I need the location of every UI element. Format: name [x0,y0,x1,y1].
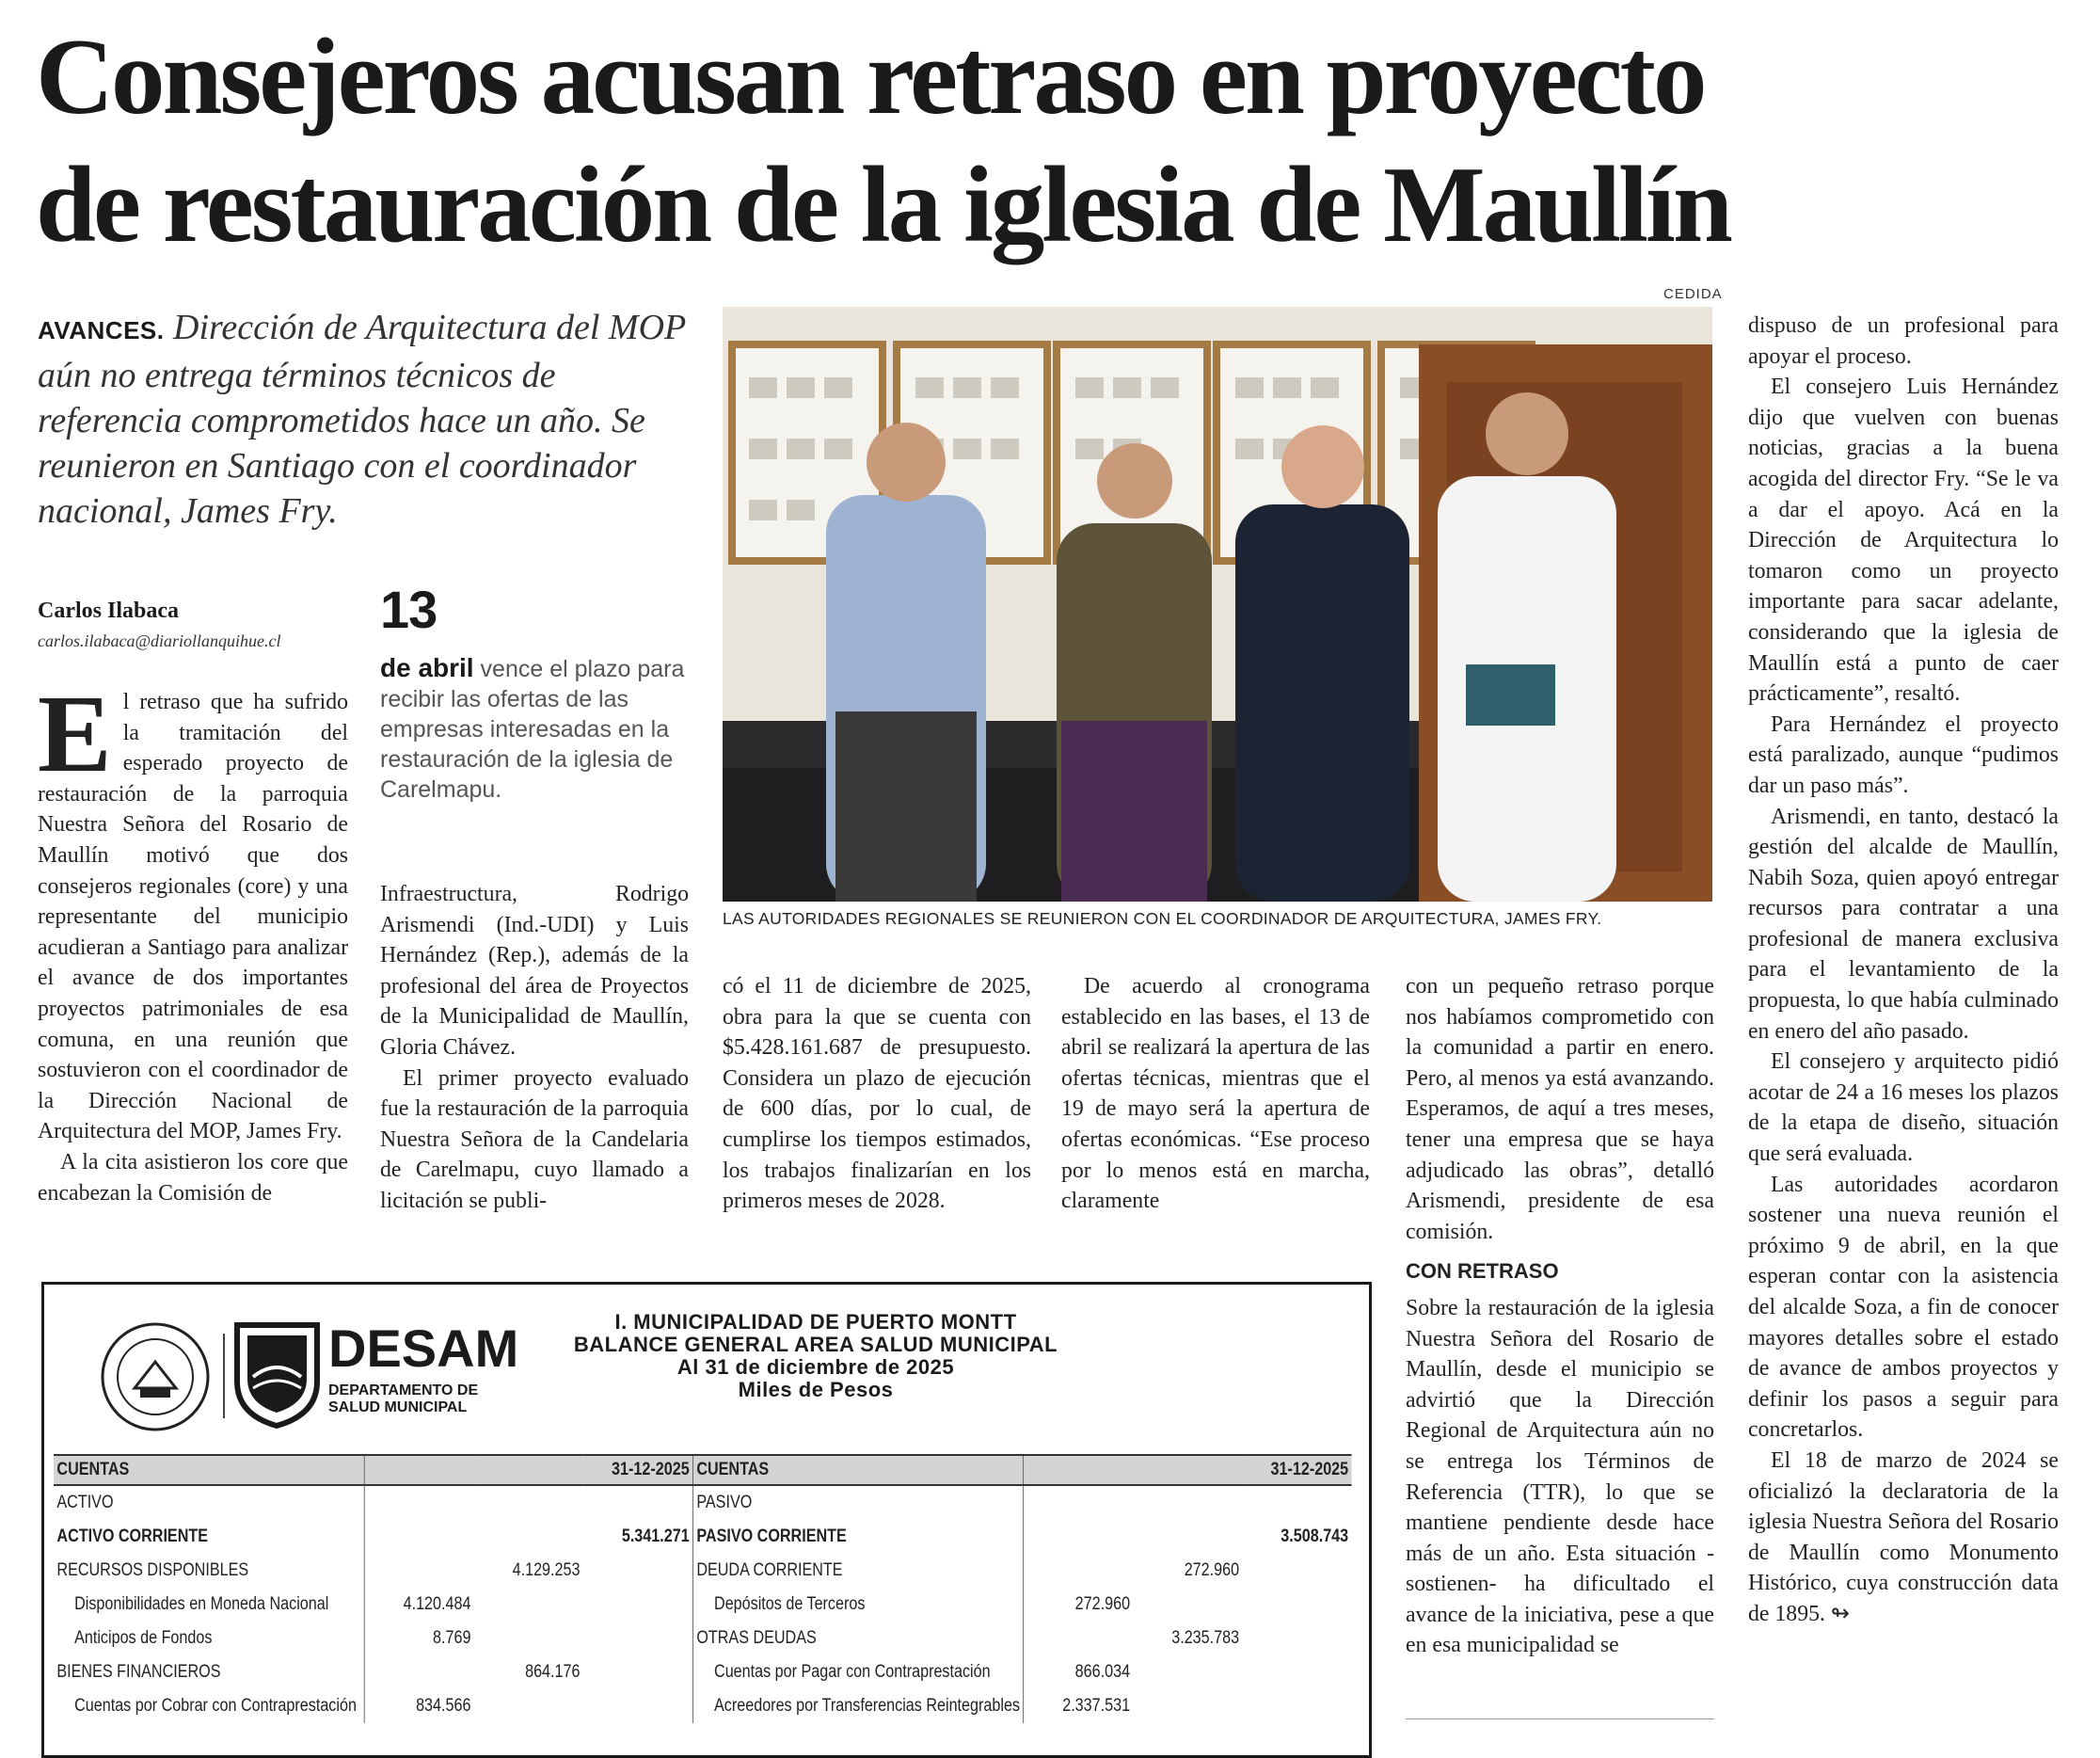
balance-row [54,1588,1352,1622]
highlight-bold: de abril [380,653,474,682]
balance-cell-right-a [1024,1622,1134,1655]
author-name: Carlos Ilabaca [38,599,179,623]
balance-cell-right-b [1133,1520,1242,1554]
column-3 [723,971,1031,1217]
balance-cell-left-c [583,1554,693,1588]
balance-row [54,1485,1352,1520]
balance-cell-left-a [364,1655,474,1689]
balance-cell-left-b: 4.129.253 [512,1560,581,1580]
balance-cell-right-b [1133,1588,1242,1622]
balance-cell-label-left: Disponibilidades en Moneda Nacional [54,1588,364,1622]
balance-cell-label-left: Cuentas por Cobrar con Contraprestación [54,1689,364,1723]
balance-cell-label-left: RECURSOS DISPONIBLES [54,1554,364,1588]
balance-cell-label-left: BIENES FINANCIEROS [54,1655,364,1689]
column-5-paragraph-1: con un pequeño retraso porque nos habíamos comprometido con la comunidad a partir en enero. Pero, al menos ya está avanzando. Esperamos, de aquí a tres meses, tener una empresa que se haya adjudicado las obras”, detalló Arismendi, presidente de esa comisión. [1406,974,1714,1244]
balance-title-line-3: Al 31 de diciembre de 2025 [676,1355,955,1379]
balance-cell-left-b: 864.176 [525,1662,581,1682]
balance-cell-right-c [1242,1588,1351,1622]
balance-cell-right-c [1242,1655,1351,1689]
column-4 [1061,971,1370,1217]
headline-line-2: de restauración de la iglesia de Maullín [36,145,1730,264]
balance-cell-right-c: 3.508.743 [1281,1526,1349,1546]
balance-cell-right-b [1133,1485,1242,1520]
balance-cell-label-right: Cuentas por Pagar con Contraprestación [693,1655,1024,1689]
photo-credit: CEDIDA [1663,286,1723,302]
balance-cell-right-a: 866.034 [1074,1662,1131,1682]
balance-cell-label-right: PASIVO [693,1485,1024,1520]
balance-cell-left-a [364,1485,474,1520]
balance-row [54,1655,1352,1689]
column-2-paragraph-1: Infraestructura, Rodrigo Arismendi (Ind.-UDI) y Luis Hernández (Rep.), además de la profesional del área de Proyectos de la Municipalidad de Maullín, Gloria Chávez. [380,882,689,1060]
balance-cell-right-b: 3.235.783 [1171,1628,1240,1648]
highlight-text: vence el plazo para recibir las ofertas de las empresas interesadas en la restauración de la iglesia de Carelmapu. [380,656,685,803]
headline-line-1: Consejeros acusan retraso en proyecto [36,17,1705,136]
balance-cell-left-b [474,1588,583,1622]
header-cuentas-right: CUENTAS [693,1455,1024,1485]
balance-cell-left-c [583,1588,693,1622]
balance-cell-left-a: 834.566 [416,1696,471,1716]
balance-cell-label-right: Depósitos de Terceros [693,1588,1024,1622]
balance-cell-label-right: DEUDA CORRIENTE [693,1554,1024,1588]
subhead-con-retraso: CON RETRASO [1406,1259,1559,1284]
column-4-paragraph-1: De acuerdo al cronograma establecido en las bases, el 13 de abril se realizará la apertura de las ofertas técnicas, mientras que el 19 de mayo será la apertura de ofertas económicas. “Ese proceso por lo menos está en marcha, claramente [1061,974,1370,1214]
balance-cell-right-a [1024,1520,1134,1554]
balance-row [54,1520,1352,1554]
drop-cap: E [38,672,112,795]
desam-subtitle [328,1382,478,1416]
column-6-paragraph-1: dispuso de un profesional para apoyar el proceso. [1748,313,2059,369]
balance-cell-right-c [1242,1689,1351,1723]
column-6 [1748,311,2059,1630]
desam-brand: DESAM [328,1318,519,1378]
balance-cell-right-c [1242,1622,1351,1655]
column-1-paragraph-2: A la cita asistieron los core que encabezan la Comisión de [38,1149,348,1206]
column-6-paragraph-6: Las autoridades acordaron sostener una nueva reunión el próximo 9 de abril, en la que esperan contar con la asistencia del alcalde Soza, a fin de conocer mayores detalles sobre el estado de avance de ambos proyectos y definir los pasos a seguir para concretarlos. [1748,1172,2059,1443]
highlight-number: 13 [380,580,438,639]
balance-cell-right-a: 272.960 [1074,1594,1131,1614]
balance-cell-left-a: 4.120.484 [403,1594,471,1614]
balance-cell-left-c [583,1622,693,1655]
column-6-paragraph-5: El consejero y arquitecto pidió acotar de 24 a 16 meses los plazos de la etapa de diseño, situación que será evaluada. [1748,1049,2059,1167]
balance-cell-left-b [474,1622,583,1655]
balance-cell-left-c: 5.341.271 [583,1520,693,1554]
balance-cell-left-a [364,1520,474,1554]
balance-cell-left-a [364,1554,474,1588]
balance-title-line-4: Miles de Pesos [738,1378,894,1401]
balance-cell-left-c [583,1689,693,1723]
balance-row [54,1689,1352,1723]
highlight-text-block [380,653,691,805]
desam-shield-icon [232,1320,322,1429]
balance-cell-label-right: OTRAS DEUDAS [693,1622,1024,1655]
balance-title-line-1: I. MUNICIPALIDAD DE PUERTO MONTT [614,1310,1017,1334]
balance-cell-right-c [1242,1485,1351,1520]
photo-caption: LAS AUTORIDADES REGIONALES SE REUNIERON CON EL COORDINADOR DE ARQUITECTURA, JAMES FRY. [723,909,1602,928]
balance-row [54,1554,1352,1588]
photo-illustration [723,307,1712,902]
logo-divider [223,1334,225,1418]
balance-cell-left-c [583,1655,693,1689]
dek-kicker: AVANCES. [38,316,165,344]
column-2 [380,879,689,1217]
author-email: carlos.ilabaca@diariollanquihue.cl [38,631,281,650]
dek-text: Dirección de Arquitectura del MOP aún no entrega términos técnicos de referencia comprometidos hace un año. Se reunieron en Santiago con el coordinador nacional, James Fry. [38,308,686,531]
balance-cell-right-a [1024,1554,1134,1588]
column-3-paragraph-1: có el 11 de diciembre de 2025, obra para la que se cuenta con $5.428.161.687 de presupuesto. Considera un plazo de ejecución de 600 días, por lo cual, de cumplirse los tiempos estimados, los trabajos finalizarían en los primeros meses de 2028. [723,974,1031,1214]
balance-cell-right-a [1024,1485,1134,1520]
balance-cell-right-b [1133,1655,1242,1689]
highlight-box [380,582,691,805]
column-1 [38,672,348,1208]
byline [38,599,358,651]
desam-subtitle-line-2: SALUD MUNICIPAL [328,1399,468,1415]
balance-sheet-ad [41,1282,1372,1758]
header-date-right: 31-12-2025 [1024,1455,1352,1485]
balance-cell-left-b [474,1485,583,1520]
balance-cell-label-left: ACTIVO CORRIENTE [54,1520,364,1554]
balance-cell-left-b [474,1689,583,1723]
column-5-paragraph-2: Sobre la restauración de la iglesia Nuestra Señora del Rosario de Maullín, desde el municipio se advirtió que la Dirección Regional de Arquitectura aún no se entrega los Términos de Referencia (TTR), lo que se mantiene pendiente desde hace más de un año. Esta situación -sostienen- ha dificultado el avance de la iniciativa, pese a que en esa municipalidad se [1406,1295,1714,1658]
column-1-paragraph-1: l retraso que ha sufrido la tramitación del esperado proyecto de restauración de la parroquia Nuestra Señora del Rosario de Maullín motivó que dos consejeros regionales (core) y una representante del municipio acudieran a Santiago para analizar el avance de dos importantes proyectos patrimoniales de esa comuna, en una reunión que sostuvieron con el coordinador de la Dirección Nacional de Arquitectura del MOP, James Fry. [38,690,348,1144]
header-date-left: 31-12-2025 [364,1455,692,1485]
balance-cell-right-c [1242,1554,1351,1588]
balance-cell-right-a: 2.337.531 [1062,1696,1131,1716]
balance-cell-left-c [583,1485,693,1520]
balance-title [533,1311,1098,1401]
balance-table-body [54,1485,1352,1723]
balance-cell-left-a: 8.769 [433,1628,471,1648]
column-2-paragraph-2: El primer proyecto evaluado fue la restauración de la parroquia Nuestra Señora de la Candelaria de Carelmapu, cuyo llamado a licitación se publi- [380,1065,689,1213]
header-cuentas-left: CUENTAS [54,1455,364,1485]
photo [723,307,1712,902]
column-6-paragraph-3: Para Hernández el proyecto está paralizado, aunque “pudimos dar un paso más”. [1748,711,2059,798]
column-divider [1406,1718,1714,1719]
balance-row [54,1622,1352,1655]
desam-subtitle-line-1: DEPARTAMENTO DE [328,1382,479,1398]
balance-cell-label-left: Anticipos de Fondos [54,1622,364,1655]
column-6-paragraph-2: El consejero Luis Hernández dijo que vuelven con buenas noticias, gracias a la buena acogida del director Fry. “Se le va a dar el apoyo. Acá en la Dirección de Arquitectura lo tomaron como un proyecto importante para sacar adelante, considerando que la iglesia de Maullín está a punto de caer prácticamente”, resaltó. [1748,375,2059,707]
balance-cell-label-right: Acreedores por Transferencias Reintegrables [693,1689,1024,1723]
balance-cell-left-b [474,1520,583,1554]
column-6-paragraph-4: Arismendi, en tanto, destacó la gestión del alcalde de Maullín, Nabih Soza, quien apoyó entregar recursos para contratar a una profesional de manera exclusiva para el levantamiento de la propuesta, lo que había culminado en enero del año pasado. [1748,804,2059,1044]
balance-cell-label-right: PASIVO CORRIENTE [693,1520,1024,1554]
headline [36,13,2077,269]
balance-table [54,1454,1352,1723]
balance-cell-right-b [1133,1689,1242,1723]
balance-title-line-2: BALANCE GENERAL AREA SALUD MUNICIPAL [573,1333,1058,1356]
end-mark-icon: ↬ [1830,1601,1850,1626]
dek [38,305,687,534]
municipal-seal-icon [99,1320,212,1433]
column-5 [1406,971,1714,1661]
balance-cell-right-b: 272.960 [1184,1560,1240,1580]
balance-table-header [54,1455,1352,1485]
column-6-paragraph-7: El 18 de marzo de 2024 se oficializó la declaratoria de la iglesia Nuestra Señora del Rosario de Maullín como Monumento Histórico, cuya construcción data de 1895. [1748,1447,2059,1626]
balance-cell-label-left: ACTIVO [54,1485,364,1520]
